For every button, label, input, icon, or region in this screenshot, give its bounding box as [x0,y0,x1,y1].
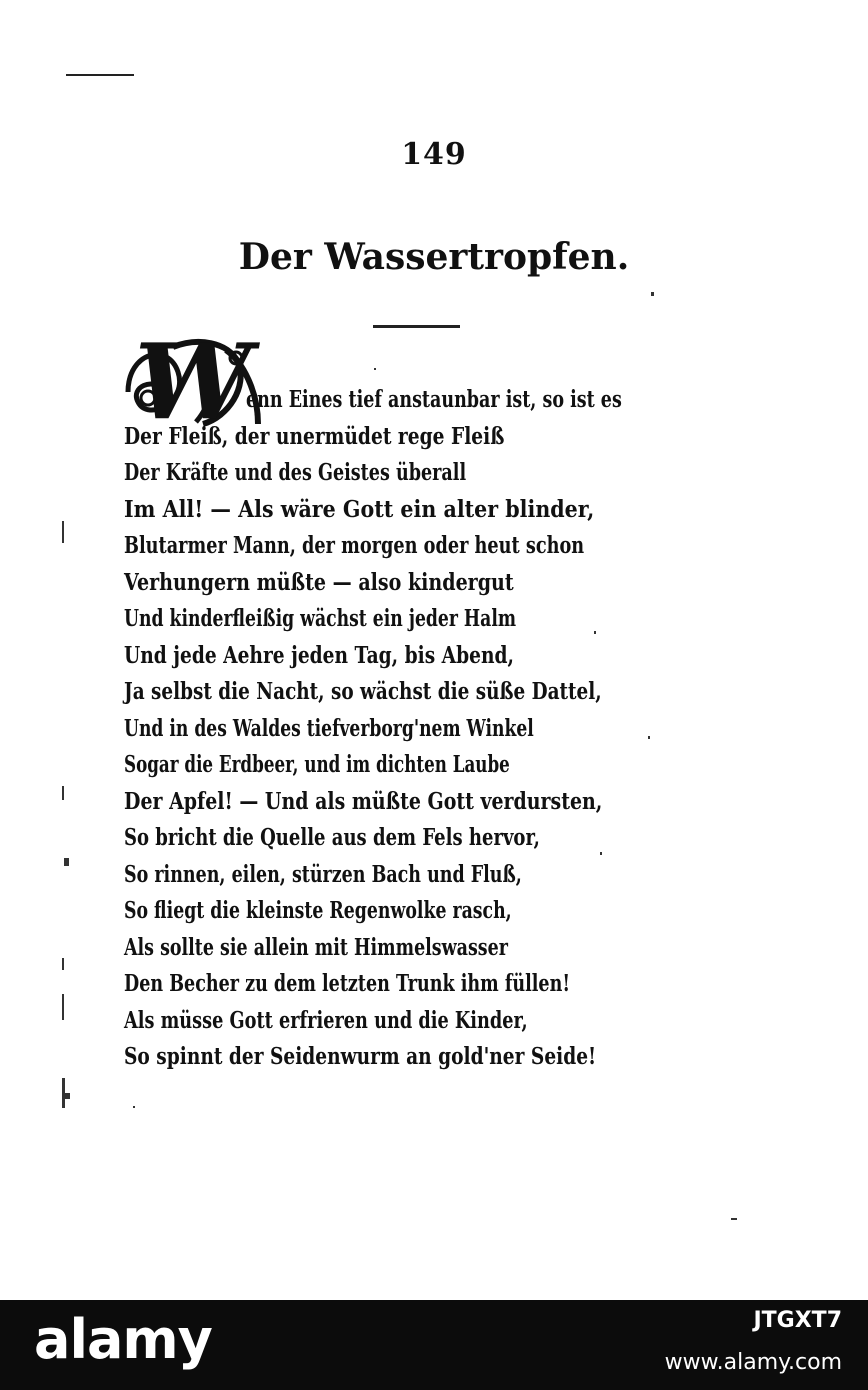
poem-line: Der Apfel! — Und als müßte Gott verdursten, [124,787,603,815]
page-number: 149 [401,137,467,172]
poem-line: So spinnt der Seidenwurm an gold'ner Seide! [124,1043,597,1070]
poem-line: So bricht die Quelle aus dem Fels hervor, [124,824,540,851]
drop-cap-letter: W [134,320,252,443]
poem-line: Ja selbst die Nacht, so wächst die süße Dattel, [124,678,602,705]
poem-title: Der Wassertropfen. [238,236,630,278]
watermark-bar [0,1300,868,1390]
poem-line: So rinnen, eilen, stürzen Bach und Fluß, [124,860,522,888]
poem-line-first: enn Eines tief anstaunbar ist, so ist es [246,386,622,413]
poem-line: So fliegt die kleinste Regenwolke rasch, [124,897,512,924]
poem-line: Und kinderfleißig wächst ein jeder Halm [124,605,517,632]
poem-line: Als müsse Gott erfrieren und die Kinder, [124,1006,528,1034]
poem-line: Als sollte sie allein mit Himmelswasser [124,933,508,961]
poem-line: Den Becher zu dem letzten Trunk ihm füllen! [124,970,571,997]
poem-line: Der Fleiß, der unermüdet rege Fleiß [124,422,505,450]
poem-line: Der Kräfte und des Geistes überall [124,459,467,486]
poem-line: Verhungern müßte — also kindergut [124,568,514,596]
watermark-logo: alamy [34,1308,212,1371]
watermark-image-id: JTGXT7 [753,1308,842,1333]
poem-line: Blutarmer Mann, der morgen oder heut schon [124,532,585,559]
watermark-url: www.alamy.com [664,1350,842,1375]
poem-line: Und in des Waldes tiefverborg'nem Winkel [124,714,534,742]
poem-line: Im All! — Als wäre Gott ein alter blinder, [124,495,595,523]
poem-line: Und jede Aehre jeden Tag, bis Abend, [124,641,514,669]
poem-line: Sogar die Erdbeer, und im dichten Laube [124,751,510,778]
